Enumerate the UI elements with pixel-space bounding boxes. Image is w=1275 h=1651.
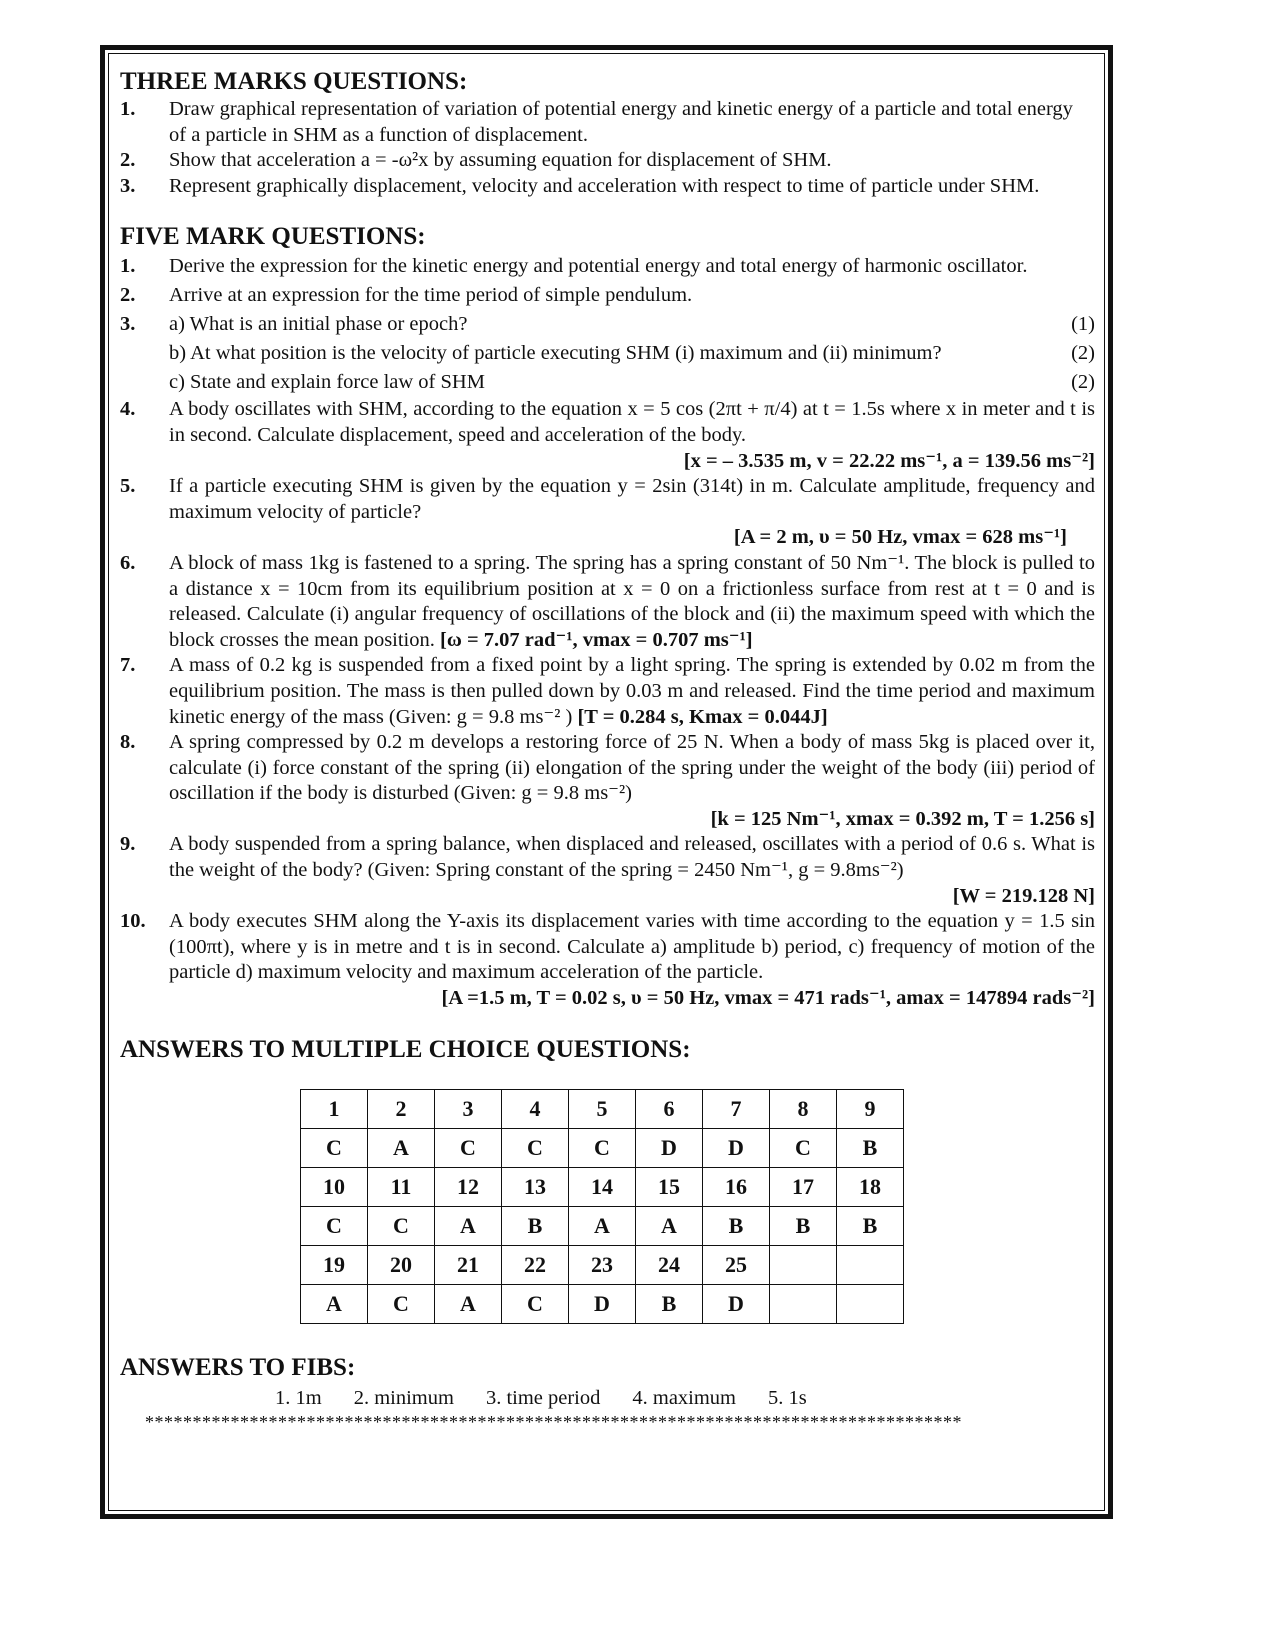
table-cell: 8 xyxy=(770,1089,837,1128)
table-cell: C xyxy=(435,1128,502,1167)
answer-key: [T = 0.284 s, Kmax = 0.044J] xyxy=(577,705,828,728)
table-cell: 25 xyxy=(703,1245,770,1284)
table-cell: B xyxy=(837,1206,904,1245)
table-cell: 20 xyxy=(368,1245,435,1284)
table-cell: D xyxy=(569,1284,636,1323)
fib-answer: 3. time period xyxy=(485,1386,601,1409)
table-cell: D xyxy=(703,1128,770,1167)
table-cell: C xyxy=(770,1128,837,1167)
fibs-answer-list xyxy=(275,1387,1095,1410)
subpart-c: c) State and explain force law of SHM xyxy=(169,371,485,394)
table-cell xyxy=(837,1245,904,1284)
table-cell: 18 xyxy=(837,1167,904,1206)
table-cell: C xyxy=(301,1128,368,1167)
table-row xyxy=(301,1167,904,1206)
mcq-answer-table xyxy=(300,1089,904,1324)
table-cell: B xyxy=(770,1206,837,1245)
question-item: 1. Derive the expression for the kinetic energy and potential energy and total energy of harmonic oscillator. xyxy=(120,255,1028,278)
table-cell: 14 xyxy=(569,1167,636,1206)
table-cell: 9 xyxy=(837,1089,904,1128)
table-row xyxy=(301,1245,904,1284)
table-cell: C xyxy=(301,1206,368,1245)
table-cell: A xyxy=(435,1284,502,1323)
answer-key: [k = 125 Nm⁻¹, xmax = 0.392 m, T = 1.256 s] xyxy=(710,807,1095,830)
table-cell: C xyxy=(569,1128,636,1167)
question-item: 9. A body suspended from a spring balance, when displaced and released, oscillates with a period of 0.6 s. What is the weight of the body? (Given: Spring constant of the spring = 2450 Nm⁻¹, g = 9.8ms⁻²) [W = 219.128 N] xyxy=(120,832,1095,909)
table-row xyxy=(301,1284,904,1323)
footer-separator: ************************************************************************************** xyxy=(145,1411,962,1432)
table-cell: A xyxy=(301,1284,368,1323)
three-marks-heading: THREE MARKS QUESTIONS: xyxy=(120,68,468,95)
table-cell: 16 xyxy=(703,1167,770,1206)
table-row xyxy=(301,1206,904,1245)
question-item: 3. Represent graphically displacement, velocity and acceleration with respect to time of particle under SHM. xyxy=(120,174,1040,197)
table-cell: B xyxy=(502,1206,569,1245)
table-cell: 3 xyxy=(435,1089,502,1128)
answer-key: [A =1.5 m, T = 0.02 s, υ = 50 Hz, vmax = 471 rads⁻¹, amax = 147894 rads⁻²] xyxy=(441,987,1095,1010)
marks-label: (2) xyxy=(1071,371,1095,394)
table-cell: 2 xyxy=(368,1089,435,1128)
question-item: 10. A body executes SHM along the Y-axis its displacement varies with time according to the equation y = 1.5 sin (100πt), where y is in metre and t is in second. Calculate a) amplitude b) period, c) frequency of motion of the particle d) maximum velocity and maximum acceleration of the particle. [A =1.5 m, T = 0.02 s, υ = 50 Hz, vmax = 471 rads⁻¹, amax = 147894 rads⁻²] xyxy=(120,909,1095,1011)
five-marks-list xyxy=(120,252,1095,1011)
question-item: 4. A body oscillates with SHM, according to the equation x = 5 cos (2πt + π/4) at t = 1.5s where x in meter and t is in second. Calculate displacement, speed and acceleration of the body. [x = – 3.535 m, v = 22.22 ms⁻¹, a = 139.56 ms⁻²] xyxy=(120,397,1095,474)
table-cell: 21 xyxy=(435,1245,502,1284)
question-item: 7. A mass of 0.2 kg is suspended from a fixed point by a light spring. The spring is extended by 0.02 m from the equilibrium position. The mass is then pulled down by 0.03 m and released. Find the time period and maximum kinetic energy of the mass (Given: g = 9.8 ms⁻² ) [T = 0.284 s, Kmax = 0.044J] xyxy=(120,654,1095,728)
table-cell: 24 xyxy=(636,1245,703,1284)
subpart-b: b) At what position is the velocity of particle executing SHM (i) maximum and (ii) minimum? xyxy=(169,342,942,365)
fib-answer: 2. minimum xyxy=(353,1386,454,1409)
table-cell: B xyxy=(636,1284,703,1323)
question-item: 5. If a particle executing SHM is given by the equation y = 2sin (314t) in m. Calculate amplitude, frequency and maximum velocity of particle? [A = 2 m, υ = 50 Hz, vmax = 628 ms⁻¹] xyxy=(120,474,1095,551)
table-cell: 15 xyxy=(636,1167,703,1206)
table-cell: C xyxy=(502,1284,569,1323)
table-cell: C xyxy=(368,1206,435,1245)
question-item: 1. Draw graphical representation of variation of potential energy and kinetic energy of a particle and total energy of a particle in SHM as a function of displacement. xyxy=(120,98,1073,146)
question-item: 3. a) What is an initial phase or epoch? (1) b) At what position is the velocity of particle executing SHM (i) maximum and (ii) minimum? (2) c) State and explain force law of SHM (2) xyxy=(120,310,1095,397)
question-item: 6. A block of mass 1kg is fastened to a spring. The spring has a spring constant of 50 Nm⁻¹. The block is pulled to a distance x = 10cm from its equilibrium position at x = 0 on a frictionless surface from rest at t = 0 and is released. Calculate (i) angular frequency of oscillations of the block and (ii) the maximum speed with which the block crosses the mean position. [ω = 7.07 rad⁻¹, vmax = 0.707 ms⁻¹] xyxy=(120,551,1095,651)
question-item: 2. Show that acceleration a = -ω²x by assuming equation for displacement of SHM. xyxy=(120,149,832,172)
table-cell xyxy=(837,1284,904,1323)
five-marks-heading: FIVE MARK QUESTIONS: xyxy=(120,223,426,251)
answer-key: [x = – 3.535 m, v = 22.22 ms⁻¹, a = 139.56 ms⁻²] xyxy=(683,449,1095,472)
mcq-answers-heading: ANSWERS TO MULTIPLE CHOICE QUESTIONS: xyxy=(120,1035,691,1063)
table-cell: D xyxy=(636,1128,703,1167)
question-item: 2. Arrive at an expression for the time period of simple pendulum. xyxy=(120,284,693,307)
table-cell: 19 xyxy=(301,1245,368,1284)
marks-label: (1) xyxy=(1071,313,1095,336)
fib-answer: 5. 1s xyxy=(768,1386,807,1409)
table-cell: B xyxy=(837,1128,904,1167)
page-content xyxy=(120,66,1095,1433)
fib-answer: 1. 1m xyxy=(275,1386,322,1409)
question-item: 8. A spring compressed by 0.2 m develops a restoring force of 25 N. When a body of mass 5kg is placed over it, calculate (i) force constant of the spring (ii) elongation of the spring under the weight of the body (iii) period of oscillation if the body is disturbed (Given: g = 9.8 ms⁻²) [k = 125 Nm⁻¹, xmax = 0.392 m, T = 1.256 s] xyxy=(120,730,1095,832)
table-cell: 1 xyxy=(301,1089,368,1128)
table-cell: 13 xyxy=(502,1167,569,1206)
table-cell: 12 xyxy=(435,1167,502,1206)
table-cell: 17 xyxy=(770,1167,837,1206)
table-cell: 6 xyxy=(636,1089,703,1128)
answer-key: [A = 2 m, υ = 50 Hz, vmax = 628 ms⁻¹] xyxy=(733,526,1067,549)
answer-key: [W = 219.128 N] xyxy=(952,884,1095,907)
table-cell: 7 xyxy=(703,1089,770,1128)
fibs-answers-heading: ANSWERS TO FIBS: xyxy=(120,1353,356,1381)
question-subparts xyxy=(169,310,1095,397)
subpart-a: a) What is an initial phase or epoch? xyxy=(169,313,468,336)
table-cell xyxy=(770,1245,837,1284)
table-row xyxy=(301,1128,904,1167)
table-cell: C xyxy=(502,1128,569,1167)
table-cell: B xyxy=(703,1206,770,1245)
table-row xyxy=(301,1089,904,1128)
table-cell: 22 xyxy=(502,1245,569,1284)
table-cell: D xyxy=(703,1284,770,1323)
fib-answer: 4. maximum xyxy=(632,1386,737,1409)
answer-key: [ω = 7.07 rad⁻¹, vmax = 0.707 ms⁻¹] xyxy=(440,628,753,651)
table-cell: A xyxy=(636,1206,703,1245)
table-cell: A xyxy=(435,1206,502,1245)
table-cell: 23 xyxy=(569,1245,636,1284)
marks-label: (2) xyxy=(1071,342,1095,365)
table-cell: 4 xyxy=(502,1089,569,1128)
table-cell xyxy=(770,1284,837,1323)
three-marks-list xyxy=(120,97,1095,199)
table-cell: 10 xyxy=(301,1167,368,1206)
table-cell: C xyxy=(368,1284,435,1323)
table-cell: 5 xyxy=(569,1089,636,1128)
table-cell: A xyxy=(368,1128,435,1167)
table-cell: A xyxy=(569,1206,636,1245)
table-cell: 11 xyxy=(368,1167,435,1206)
